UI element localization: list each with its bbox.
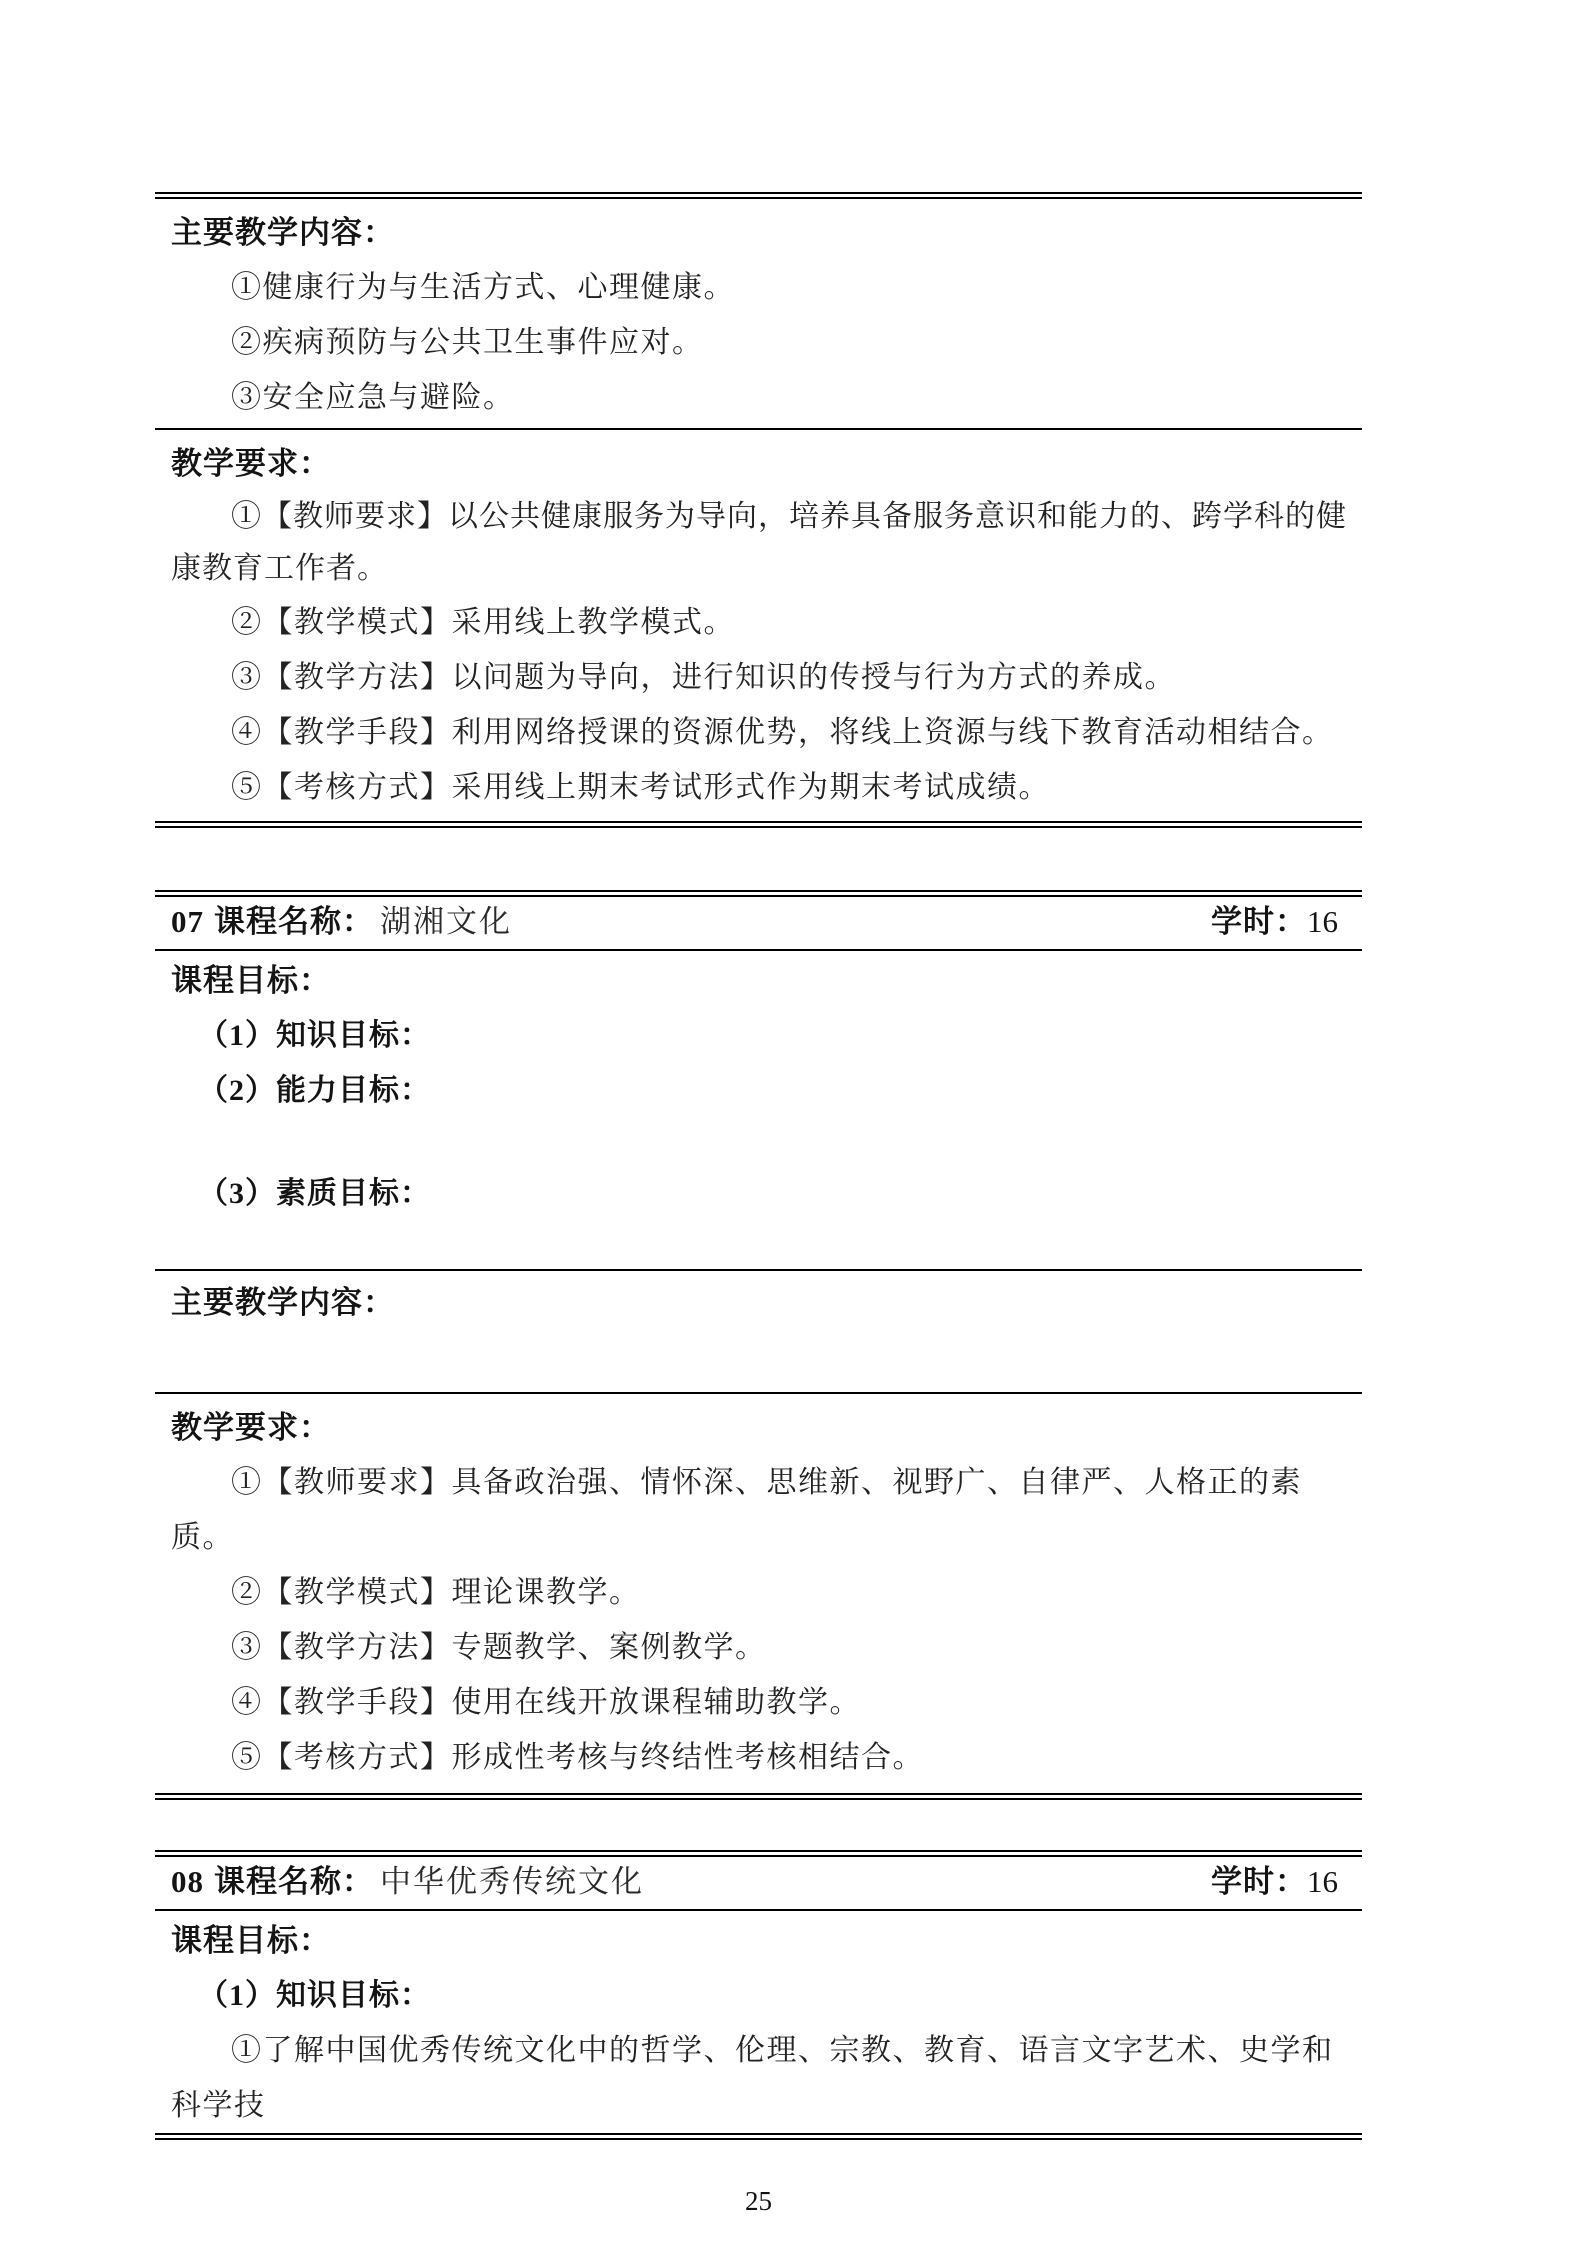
page-number: 25 bbox=[745, 2186, 772, 2216]
teaching-content-heading: 主要教学内容： bbox=[171, 215, 395, 250]
course-number: 07 bbox=[171, 904, 204, 939]
hours-value: 16 bbox=[1307, 1864, 1338, 1899]
goal-item: （2）能力目标： bbox=[198, 1074, 431, 1107]
divider-single bbox=[155, 949, 1362, 951]
teaching-content-heading: 主要教学内容： bbox=[171, 1285, 395, 1320]
divider-double bbox=[155, 1850, 1362, 1857]
requirement-item: ⑤【考核方式】形成性考核与终结性考核相结合。 bbox=[231, 1741, 924, 1774]
teaching-content-item: ③安全应急与避险。 bbox=[231, 381, 515, 414]
course-header bbox=[155, 1857, 1362, 1909]
page-content bbox=[155, 192, 1362, 2217]
hours-label: 学时： bbox=[1211, 904, 1307, 939]
requirement-item: ②【教学模式】采用线上教学模式。 bbox=[231, 606, 735, 639]
requirement-item: ⑤【考核方式】采用线上期末考试形式作为期末考试成绩。 bbox=[231, 771, 1050, 804]
divider-single bbox=[155, 1269, 1362, 1271]
divider-double bbox=[155, 2133, 1362, 2140]
course-hours bbox=[1211, 902, 1338, 942]
requirement-item: ③【教学方法】以问题为导向，进行知识的传授与行为方式的养成。 bbox=[231, 661, 1176, 694]
divider-double bbox=[155, 890, 1362, 897]
course-name: 中华优秀传统文化 bbox=[380, 1864, 644, 1899]
teaching-requirements-heading: 教学要求： bbox=[171, 1410, 331, 1445]
requirement-item: ④【教学手段】使用在线开放课程辅助教学。 bbox=[231, 1686, 861, 1719]
teaching-content-item: ②疾病预防与公共卫生事件应对。 bbox=[231, 326, 704, 359]
course-name-label: 课程名称： bbox=[214, 904, 374, 939]
goal-item: （1）知识目标： bbox=[198, 1019, 431, 1052]
hours-label: 学时： bbox=[1211, 1864, 1307, 1899]
section-07 bbox=[155, 897, 1362, 1800]
requirement-item: ①【教师要求】以公共健康服务为导向，培养具备服务意识和能力的、跨学科的健康教育工作者。 bbox=[171, 500, 1347, 585]
course-name-label: 课程名称： bbox=[214, 1864, 374, 1899]
course-goals-heading: 课程目标： bbox=[171, 963, 331, 998]
divider-single bbox=[155, 428, 1362, 430]
teaching-content-item: ①健康行为与生活方式、心理健康。 bbox=[231, 271, 735, 304]
divider-double bbox=[155, 821, 1362, 828]
course-hours bbox=[1211, 1862, 1338, 1902]
divider-single bbox=[155, 1909, 1362, 1911]
course-name: 湖湘文化 bbox=[380, 904, 512, 939]
requirement-item: ②【教学模式】理论课教学。 bbox=[231, 1576, 641, 1609]
course-title bbox=[171, 902, 512, 942]
course-title bbox=[171, 1862, 644, 1902]
divider-single bbox=[155, 1392, 1362, 1394]
goal-item: （1）知识目标： bbox=[198, 1979, 431, 2012]
hours-value: 16 bbox=[1307, 904, 1338, 939]
requirement-item: ③【教学方法】专题教学、案例教学。 bbox=[231, 1631, 767, 1664]
section-06 bbox=[155, 205, 1362, 828]
teaching-content-item: ①了解中国优秀传统文化中的哲学、伦理、宗教、教育、语言文字艺术、史学和科学技 bbox=[171, 2034, 1334, 2122]
course-number: 08 bbox=[171, 1864, 204, 1899]
divider-double bbox=[155, 1793, 1362, 1800]
divider-double bbox=[155, 192, 1362, 199]
course-header bbox=[155, 897, 1362, 949]
top-margin bbox=[0, 0, 1587, 192]
course-goals-heading: 课程目标： bbox=[171, 1923, 331, 1958]
requirement-item: ①【教师要求】具备政治强、情怀深、思维新、视野广、自律严、人格正的素质。 bbox=[171, 1466, 1302, 1554]
teaching-requirements-heading: 教学要求： bbox=[171, 446, 331, 481]
section-08 bbox=[155, 1857, 1362, 2140]
goal-item: （3）素质目标： bbox=[198, 1177, 431, 1210]
requirement-item: ④【教学手段】利用网络授课的资源优势，将线上资源与线下教育活动相结合。 bbox=[231, 716, 1334, 749]
